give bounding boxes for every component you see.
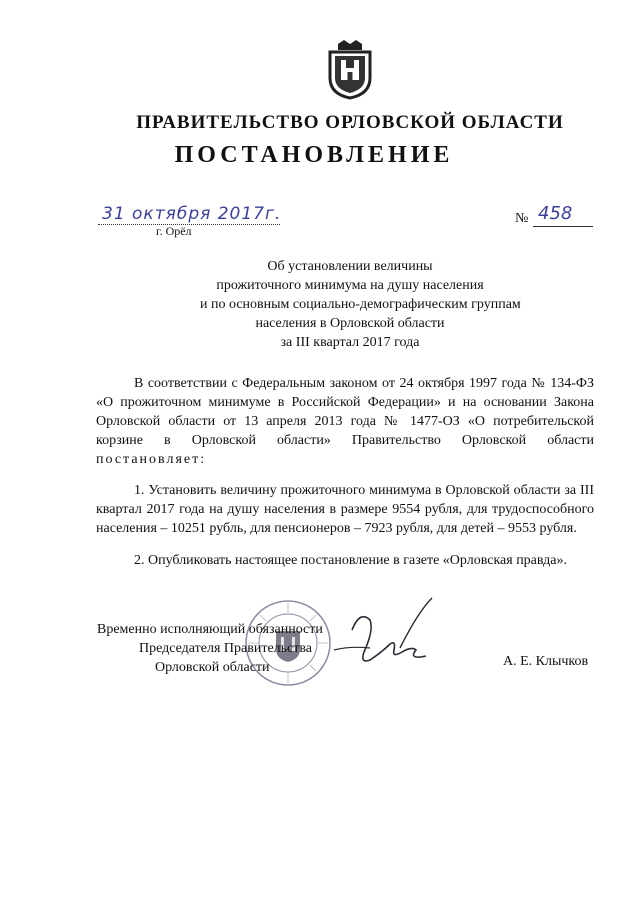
- clause-1: 1. Установить величину прожиточного минимума в Орловской области за III квартал 2017 года на душу населения в размере 9554 рубля, для трудоспособного населения – 10251 рубль, для пенсионеров – 7923 рубля, для детей – 9553 рубля.: [96, 483, 594, 536]
- signatory-name: А. Е. Клычков: [503, 654, 589, 669]
- resolves-word: постановляет:: [96, 452, 207, 467]
- document-date: 31 октября 2017г.: [102, 204, 282, 224]
- document-title: [200, 257, 521, 352]
- title-line: за III квартал 2017 года: [280, 335, 420, 350]
- clause-2: 2. Опубликовать настоящее постановление в газете «Орловская правда».: [134, 553, 567, 568]
- signatory-position: [97, 620, 323, 677]
- title-line: Об установлении величины: [267, 259, 433, 274]
- signatory-line-1: Временно исполняющий обязанности: [97, 622, 323, 637]
- signatory-line-3: Орловской области: [155, 660, 270, 675]
- title-line: и по основным социально-демографическим группам: [200, 297, 521, 312]
- title-line: населения в Орловской области: [255, 316, 445, 331]
- preamble-paragraph: [96, 374, 594, 469]
- number-label: №: [515, 211, 529, 226]
- coat-of-arms-icon: [326, 38, 374, 100]
- signatory-line-2: Председателя Правительства: [139, 641, 313, 656]
- document-number: 458: [538, 203, 573, 224]
- number-underline: [533, 226, 593, 227]
- organization-title: ПРАВИТЕЛЬСТВО ОРЛОВСКОЙ ОБЛАСТИ: [136, 112, 564, 133]
- title-line: прожиточного минимума на душу населения: [216, 278, 484, 293]
- city-label: г. Орёл: [156, 224, 192, 238]
- document-type: ПОСТАНОВЛЕНИЕ: [174, 142, 454, 168]
- preamble-text: В соответствии с Федеральным законом от 24 октября 1997 года № 134-ФЗ «О прожиточном минимуме в Российской Федерации» и на основании Закона Орловской области от 13 апреля 2013 года № 1477-ОЗ «О потребительской корзине в Орловской области» Правительство Орловской области: [96, 376, 594, 448]
- handwritten-signature-icon: [330, 590, 440, 690]
